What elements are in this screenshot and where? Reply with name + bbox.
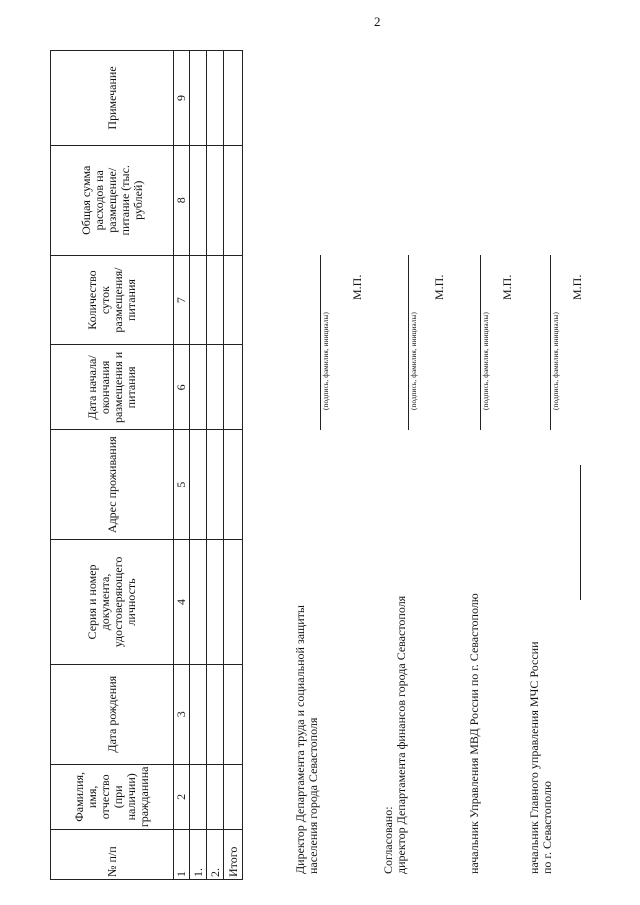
table-cell bbox=[207, 430, 224, 540]
mvd-title: начальник Управления МВД России по г. Севастополю bbox=[467, 593, 481, 874]
signature-line bbox=[480, 255, 481, 430]
signature-caption: (подпись, фамилия, инициалы) bbox=[322, 311, 330, 410]
table-cell bbox=[190, 430, 207, 540]
stamp-placeholder: М.П. bbox=[570, 274, 584, 300]
header-cell: Общая сумма расходов на размещение/ питание (тыс. рублей) bbox=[51, 145, 174, 255]
row-number: 2. bbox=[207, 830, 224, 880]
table-cell bbox=[190, 764, 207, 830]
page-number: 2 bbox=[374, 14, 381, 29]
header-row bbox=[51, 51, 174, 880]
row-number: 1. bbox=[190, 830, 207, 880]
column-number-row bbox=[174, 51, 190, 880]
column-number: 3 bbox=[174, 664, 190, 764]
header-cell: Примечание bbox=[51, 51, 174, 146]
total-row bbox=[224, 51, 243, 880]
header-cell: Фамилия, имя, отчество (при наличии) гражданина bbox=[51, 764, 174, 830]
header-cell: Адрес проживания bbox=[51, 430, 174, 540]
finance-title: директор Департамента финансов города Севастополя bbox=[394, 595, 408, 874]
table-cell bbox=[224, 664, 243, 764]
table-cell bbox=[190, 664, 207, 764]
signatures-section bbox=[290, 50, 590, 880]
signature-line bbox=[580, 465, 581, 600]
column-number: 8 bbox=[174, 145, 190, 255]
table-cell bbox=[207, 345, 224, 430]
header-cell: Дата начала/ окончания размещения и питания bbox=[51, 345, 174, 430]
mchs-title-line2: по г. Севастополю bbox=[540, 781, 554, 874]
column-number: 1 bbox=[174, 830, 190, 880]
rotated-content bbox=[50, 50, 590, 880]
column-number: 5 bbox=[174, 430, 190, 540]
signature-caption: (подпись, фамилия, инициалы) bbox=[410, 311, 418, 410]
table-cell bbox=[224, 255, 243, 345]
table-cell bbox=[207, 255, 224, 345]
table-cell bbox=[190, 51, 207, 146]
table-cell bbox=[207, 664, 224, 764]
table-cell bbox=[224, 345, 243, 430]
table-cell bbox=[224, 430, 243, 540]
signature-caption: (подпись, фамилия, инициалы) bbox=[482, 311, 490, 410]
total-label: Итого bbox=[224, 830, 243, 880]
table-cell bbox=[207, 540, 224, 665]
stamp-placeholder: М.П. bbox=[432, 274, 446, 300]
signature-line bbox=[408, 255, 409, 430]
table-cell bbox=[207, 764, 224, 830]
table-cell bbox=[190, 345, 207, 430]
column-number: 6 bbox=[174, 345, 190, 430]
table-cell bbox=[224, 764, 243, 830]
stamp-placeholder: М.П. bbox=[500, 274, 514, 300]
mchs-signature bbox=[528, 641, 554, 874]
mchs-title-line1: начальник Главного управления МЧС России bbox=[527, 641, 541, 874]
column-number: 7 bbox=[174, 255, 190, 345]
header-cell: Дата рождения bbox=[51, 664, 174, 764]
table-cell bbox=[224, 51, 243, 146]
agreed-label: Согласовано: bbox=[381, 806, 395, 874]
director-title-line1: Директор Департамента труда и социальной защиты bbox=[293, 605, 307, 874]
signature-line bbox=[320, 255, 321, 430]
director-signature bbox=[294, 605, 320, 874]
finance-signature bbox=[382, 596, 408, 874]
column-number: 9 bbox=[174, 51, 190, 146]
table-cell bbox=[190, 145, 207, 255]
header-cell: № п/п bbox=[51, 830, 174, 880]
header-cell: Количество суток размещения/ питания bbox=[51, 255, 174, 345]
table-row bbox=[207, 51, 224, 880]
table-cell bbox=[207, 51, 224, 146]
table-cell bbox=[224, 145, 243, 255]
table-cell bbox=[190, 540, 207, 665]
signature-caption: (подпись, фамилия, инициалы) bbox=[552, 311, 560, 410]
director-title-line2: населения города Севастополя bbox=[306, 717, 320, 874]
signature-line bbox=[550, 255, 551, 430]
stamp-placeholder: М.П. bbox=[350, 274, 364, 300]
column-number: 2 bbox=[174, 764, 190, 830]
table-cell bbox=[190, 255, 207, 345]
citizens-table bbox=[50, 50, 243, 880]
column-number: 4 bbox=[174, 540, 190, 665]
table-cell bbox=[224, 540, 243, 665]
table-cell bbox=[207, 145, 224, 255]
mvd-signature bbox=[468, 593, 481, 874]
header-cell: Серия и номер документа, удостоверяющего личность bbox=[51, 540, 174, 665]
table-row bbox=[190, 51, 207, 880]
